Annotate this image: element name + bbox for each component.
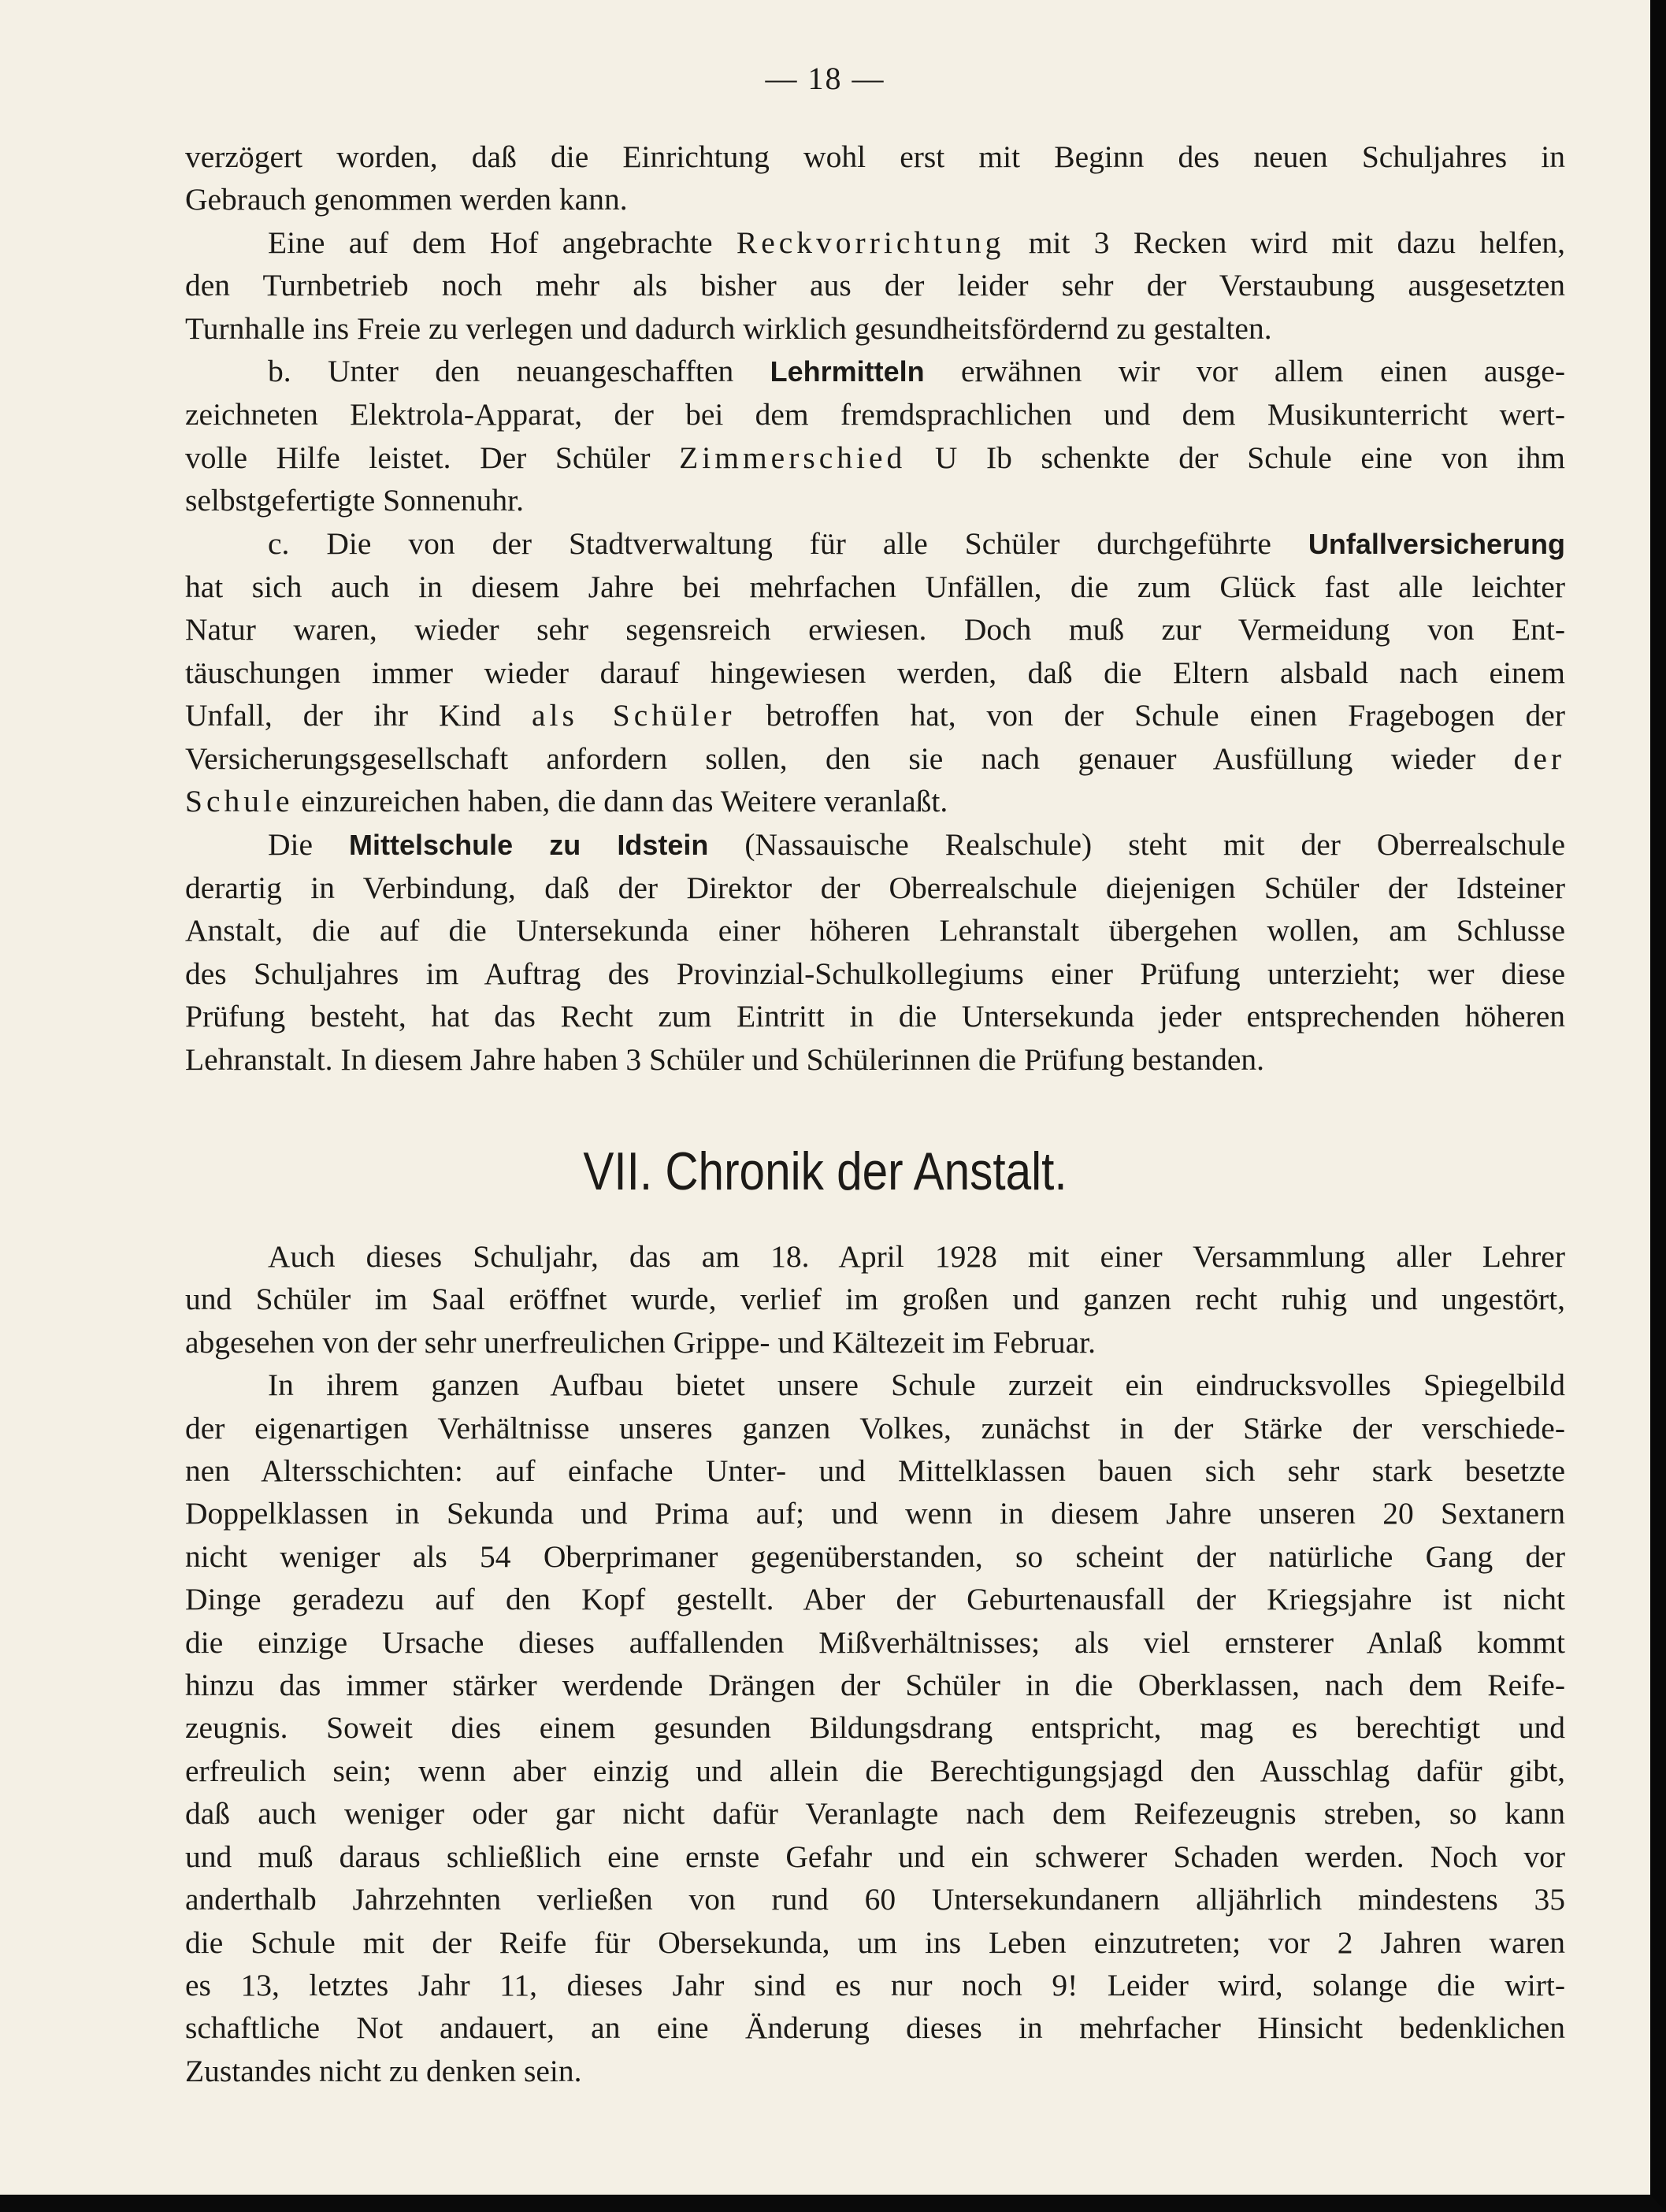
text-line: zeugnis. Soweit dies einem gesunden Bildungsdrang entspricht, mag es berechtigt und: [185, 1710, 1565, 1746]
text-line: und muß daraus schließlich eine ernste Gefahr und ein schwerer Schaden werden. Noch vor: [185, 1839, 1565, 1874]
text-line: es 13, letztes Jahr 11, dieses Jahr sind es nur noch 9! Leider wird, solange die wirt-: [185, 1967, 1565, 2002]
text-line: In ihrem ganzen Aufbau bietet unsere Schule zurzeit ein eindrucksvolles Spiegelbild: [268, 1368, 1565, 1403]
emphasis-spaced: Zimmerschied: [679, 440, 907, 475]
text-line: die einzige Ursache dieses auffallenden Mißverhältnisses; als viel ernsterer Anlaß kommt: [185, 1624, 1565, 1660]
text-line: anderthalb Jahrzehnten verließen von rund 60 Untersekundanern alljährlich mindestens 35: [185, 1882, 1565, 1917]
text-line: Schule einzureichen haben, die dann das Weitere veranlaßt.: [185, 784, 948, 819]
text-line: erfreulich sein; wenn aber einzig und allein die Berechtigungsjagd den Ausschlag dafür gibt,: [185, 1753, 1565, 1788]
text-line: Anstalt, die auf die Untersekunda einer höheren Lehranstalt übergehen wollen, am Schlusse: [185, 913, 1565, 948]
text-line: des Schuljahres im Auftrag des Provinzial-Schulkollegiums einer Prüfung unterzieht; wer diese: [185, 956, 1565, 991]
text-line: täuschungen immer wieder darauf hingewiesen werden, daß die Eltern alsbald nach einem: [185, 655, 1565, 690]
text-line: die Schule mit der Reife für Obersekunda, um ins Leben einzutreten; vor 2 Jahren waren: [185, 1924, 1565, 1960]
text-line: b. Unter den neuangeschafften Lehrmitteln erwähnen wir vor allem einen ausge-: [268, 354, 1565, 389]
emphasis-spaced: der: [1513, 740, 1565, 776]
text-line: selbstgefertigte Sonnenuhr.: [185, 483, 525, 518]
text-line: Zustandes nicht zu denken sein.: [185, 2053, 582, 2088]
text-line: hinzu das immer stärker werdende Drängen der Schüler in die Oberklassen, nach dem Reife-: [185, 1668, 1565, 1703]
emphasis-bold: Lehrmitteln: [770, 355, 925, 388]
text-line: Auch dieses Schuljahr, das am 18. April 1928 mit einer Versammlung aller Lehrer: [268, 1239, 1565, 1274]
text-line: hat sich auch in diesem Jahre bei mehrfachen Unfällen, die zum Glück fast alle leichter: [185, 570, 1565, 605]
text-line: den Turnbetrieb noch mehr als bisher aus der leider sehr der Verstaubung ausgesetzten: [185, 268, 1565, 303]
text-line: zeichneten Elektrola-Apparat, der bei dem fremdsprachlichen und dem Musikunterricht wert-: [185, 397, 1565, 432]
text-line: Prüfung besteht, hat das Recht zum Eintritt in die Untersekunda jeder entsprechenden höheren: [185, 999, 1565, 1034]
emphasis-spaced: Reckvorrichtung: [736, 225, 1005, 260]
emphasis-bold: Mittelschule zu Idstein: [349, 828, 709, 861]
text-line: der eigenartigen Verhältnisse unseres ganzen Volkes, zunächst in der Stärke der verschiede-: [185, 1410, 1565, 1446]
text-line: abgesehen von der sehr unerfreulichen Grippe- und Kältezeit im Februar.: [185, 1324, 1096, 1360]
page-number: — 18 —: [765, 61, 885, 96]
text-line: verzögert worden, daß die Einrichtung wohl erst mit Beginn des neuen Schuljahres in: [185, 139, 1565, 174]
text-line: Lehranstalt. In diesem Jahre haben 3 Schüler und Schülerinnen die Prüfung bestanden.: [185, 1041, 1265, 1077]
text-line: Versicherungsgesellschaft anfordern sollen, den sie nach genauer Ausfüllung wieder der: [185, 740, 1565, 776]
text-line: Unfall, der ihr Kind als Schüler betroffen hat, von der Schule einen Fragebogen der: [185, 698, 1565, 733]
text-line: volle Hilfe leistet. Der Schüler Zimmerschied U Ib schenkte der Schule eine von ihm: [185, 440, 1565, 475]
text-line: Turnhalle ins Freie zu verlegen und dadurch wirklich gesundheitsfördernd zu gestalten.: [185, 310, 1272, 346]
text-line: nicht weniger als 54 Oberprimaner gegenüberstanden, so scheint der natürliche Gang der: [185, 1538, 1565, 1574]
text-line: nen Altersschichten: auf einfache Unter- und Mittelklassen bauen sich sehr stark besetzte: [185, 1453, 1565, 1489]
text-line: und Schüler im Saal eröffnet wurde, verlief im großen und ganzen recht ruhig und ungestört,: [185, 1282, 1565, 1317]
text-line: Die Mittelschule zu Idstein (Nassauische Realschule) steht mit der Oberrealschule: [268, 826, 1566, 862]
text-line: Gebrauch genommen werden kann.: [185, 182, 628, 217]
text-line: Doppelklassen in Sekunda und Prima auf; und wenn in diesem Jahre unseren 20 Sextanern: [185, 1496, 1565, 1531]
text-line: Eine auf dem Hof angebrachte Reckvorrichtung mit 3 Recken wird mit dazu helfen,: [268, 225, 1565, 260]
emphasis-bold: Unfallversicherung: [1308, 527, 1565, 560]
text-line: schaftliche Not andauert, an eine Änderung dieses in mehrfacher Hinsicht bedenklichen: [185, 2010, 1565, 2046]
emphasis-spaced: Schule: [185, 784, 294, 819]
text-line: Natur waren, wieder sehr segensreich erwiesen. Doch muß zur Vermeidung von Ent-: [185, 612, 1565, 648]
text-line: derartig in Verbindung, daß der Direktor der Oberrealschule diejenigen Schüler der Idsteiner: [185, 870, 1565, 905]
text-line: daß auch weniger oder gar nicht dafür Veranlagte nach dem Reifezeugnis streben, so kann: [185, 1796, 1565, 1832]
text-line: Dinge geradezu auf den Kopf gestellt. Aber der Geburtenausfall der Kriegsjahre ist nicht: [185, 1582, 1565, 1617]
emphasis-spaced: als Schüler: [531, 698, 736, 733]
text-line: c. Die von der Stadtverwaltung für alle Schüler durchgeführte Unfallversicherung: [268, 525, 1565, 561]
chapter-heading: VII. Chronik der Anstalt.: [583, 1141, 1067, 1201]
